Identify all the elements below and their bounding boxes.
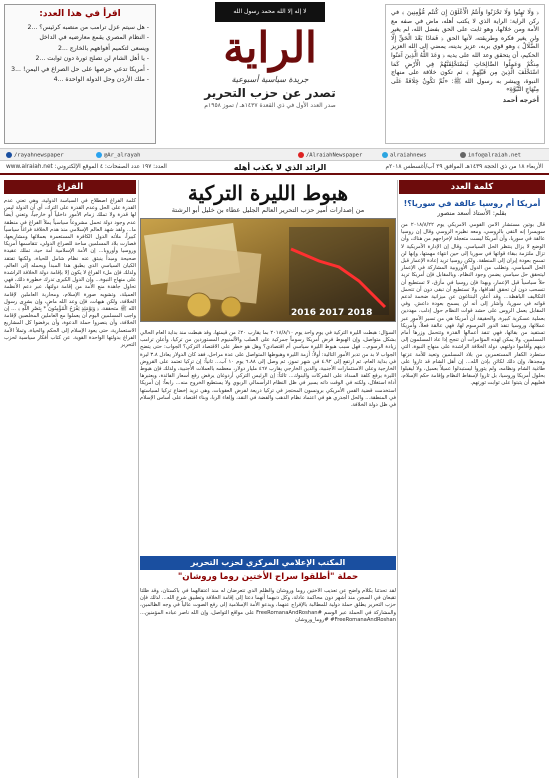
facebook-link[interactable]: /rayahnewspaper <box>6 152 64 159</box>
issue-date: الأربعاء ١٨ من ذي الحجة ١٤٣٩هـ الموافق ٢٩ آب/أغسطس ٢٠١٨م <box>385 164 543 170</box>
lira-photo <box>140 218 396 322</box>
column-divider <box>397 180 398 778</box>
email-link[interactable]: info@alraiah.net <box>460 152 521 159</box>
article-author: بقلم: الأستاذ أسعد منصور <box>437 209 507 217</box>
motto: الرائد الذي لا يكذب أهله <box>233 163 327 172</box>
index-item[interactable]: - النظام المصري يقمع معارضيه في الداخل <box>39 34 149 42</box>
social-bar <box>0 148 549 161</box>
opinion-body: كلمة الفراغ اصطلاح في السياسة الدولية، وهي تعني عدم القدرة على الحل وعدم القدرة على الترك، أي أن الدولة ليس لها قدرة ولا تملك زمام الأمور داخلياً أو خارجياً، وتعني أيضاً عدم وجود دولة تحمل مشروعاً سياسياً يملأ الفراغ في منطقة ما... ولقد شهد العالم الإسلامي منذ هدم الخلافة فراغاً سياسياً كبيراً، ملأته الدول الكافرة المستعمرة بعملائها ومشاريعها، فصارت بلاد المسلمين ساحة للصراع الدولي، تتقاسمها أمريكا وروسيا وأوروبا... إن الأمة الإسلامية أمة حية، تملك عقيدة صحيحة ومبدأ ينبثق عنه نظام شامل للحياة، ولكنها تفتقد الكيان السياسي الذي يطبق هذا المبدأ ويحمله إلى العالم، ولذلك فإن ملء الفراغ لا يكون إلا بإقامة دولة الخلافة الراشدة على منهاج النبوة... وإن الدول الكبرى تدرك خطورة ذلك، فهي تحاول جاهدة منع الأمة من إقامة دولتها، عبر دعم الأنظمة العميلة، وتشويه صورة الإسلام، ومحاربة العاملين لإقامة الخلافة، ولكن هيهات، فإن وعد الله ماضٍ، وإن بشرى رسول الله ﷺ متحققة، ﴿ وَيَوْمَئِذٍ يَفْرَحُ الْمُؤْمِنُونَ * بِنَصْرِ اللَّهِ ﴾ ... إن واجب المسلمين اليوم أن يعملوا مع العاملين المخلصين لإقامة الخلافة، وأن ينصروا حملة الدعوة، وأن يرفضوا كل المشاريع الاستعمارية، حتى يعود الإسلام إلى الحكم والحياة، وتملأ الأمة الفراغ بدولتها الواحدة القوية. عن كتاب أفكار سياسية لحزب التحرير <box>4 198 136 349</box>
issue-number: العدد: ١٩٧ عدد الصفحات: ٤ الموقع الإلكتروني: www.alraiah.net <box>6 164 167 170</box>
quote-box <box>385 4 545 144</box>
main-article-body <box>140 330 396 545</box>
logo-tagline: جريدة سياسية أسبوعية <box>231 75 309 84</box>
index-title: اقرأ في هذا العدد: <box>39 9 121 19</box>
newspaper-logo: الراية <box>223 23 317 72</box>
main-subheadline: من إصدارات أمير حزب التحرير العالم الجليل عطاء بن خليل أبو الرشتة <box>171 206 365 214</box>
index-item[interactable]: ويسعى لتكميم أفواههم بالخارج ...2 <box>58 44 149 52</box>
flag-text: لا إله إلا الله محمد رسول الله <box>233 8 307 15</box>
main-story <box>140 180 396 778</box>
facebook-icon <box>6 152 12 158</box>
founding-line: صدر العدد الأول في ذي القعدة ١٤٣٧هـ / تموز ١٩٥٨م <box>204 102 336 109</box>
index-item[interactable]: - ملك الأردن وحل الدولة الواحدة ...4 <box>53 76 149 84</box>
email-icon <box>460 152 466 158</box>
telegram-icon <box>382 152 388 158</box>
section-header: كلمة العدد <box>399 180 545 194</box>
press-release-header <box>140 556 396 584</box>
publisher-line: تصدر عن حزب التحرير <box>204 86 336 100</box>
twitter-link[interactable]: @Ar_alrayah <box>96 152 140 159</box>
info-bar <box>0 161 549 175</box>
quote-text: ﴿ وَلَا تَهِنُوا وَلَا تَحْزَنُوا وَأَنتُمُ الْأَعْلَوْنَ إِن كُنتُم مُّؤْمِنِينَ ﴾ في ركن الراية: الراية الذي لا يكتب أهله، ماض في صفه مع الأمة ومن خلالها، وهو ثابت على الحق بفضل الله، لم يغير ولن يغير فكره وطريقته، لأنها الحق ﴿ فَمَاذَا بَعْدَ الْحَقِّ إِلَّا الضَّلَالُ ﴾ وهو قوي بربه، عزيز بدينه، يمضي إلى الله العزيز الحكيم، أن يتحقق وعد الله على يديه ﴿ وَعَدَ اللَّهُ الَّذِينَ آمَنُوا مِنكُمْ وَعَمِلُوا الصَّالِحَاتِ لَيَسْتَخْلِفَنَّهُمْ فِي الْأَرْضِ كَمَا اسْتَخْلَفَ الَّذِينَ مِن قَبْلِهِمْ ﴾ ثم تكون خلافة على منهاج النبوة، ويبشر به رسول الله ﷺ: «ثُمَّ تَكُونُ خِلَافَةٌ عَلَى مِنْهَاجِ النُّبُوَّةِ» <box>391 9 539 94</box>
masthead <box>0 0 549 148</box>
main-headline[interactable]: هبوط الليرة التركية <box>187 181 349 205</box>
index-item[interactable]: - هل سيتم عزل ترامب من منصبه كرئيس؟ ...2 <box>27 24 149 31</box>
index-item[interactable]: - يا أهل الشام لن تصلح ثورة دون ثوابت ...2 <box>35 55 149 63</box>
section-header: الفراغ <box>4 180 136 194</box>
youtube-icon <box>298 152 304 158</box>
quote-author: أخرجه أحمد <box>502 95 539 104</box>
article-body: قال بوتين مستشار الأمن القومي الأمريكي يوم ٢٠١٨/٨/٢٢ من سويسرا إنه التقى بالروسي، ومعه نظيره الروسي وقال إن روسيا عالقة في سوريا، وأن أمريكا ليست متعجلة لإخراجهم من هناك، وأن الوضع لا يزال ينتظر الحل السياسي. وقال إن الإدارة الأمريكية لا تزال ملتزمة ببقاء قواتها في سوريا إلى حين انتهاء مهمتها، وإنها لن تسمح بعودة إيران إلى المنطقة. ولكن روسيا تريد إعادة الإعمار قبل الحل السياسي، وتطلب من الدول الأوروبية المشاركة في الإعمار ليتحقق حل سياسي يضمن وجود النظام. وبالمقابل فإن أمريكا تريد حلاً سياسياً قبل الإعمار، وبهذا فإن روسيا في مأزق، لا تستطيع أن تنسحب دون أن تحقق أهدافها، ولا تستطيع أن تبقى دون أن تتحمل التكاليف الباهظة... وقد أعلن البنتاغون عن ميزانية ضخمة لدعم قواته في سوريا، وأشار إلى أنه لن يسمح بعودة داعش. وفي المقابل يعمل الروس على حشد قوات النظام حول إدلب، مهددين بعملية عسكرية كبيرة. والحقيقة أن أمريكا هي من تسير الأمور عبر عملائها، وروسيا تنفذ الدور المرسوم لها، فهي عالقة فعلاً، وأمريكا تستفيد من بقائها، فهي تنفذ أعمالها القذرة وتتحمل وزرها أمام المسلمين. ولا يمكن لهذه المؤامرات أن تنجح إذا عاد المسلمون إلى دينهم وأقاموا دولتهم، دولة الخلافة الراشدة على منهاج النبوة، التي ستطرد الكفار المستعمرين من بلاد المسلمين وتعيد للأمة عزتها ومجدها، وإن ذلك لكائن بإذن الله... إن أهل الشام قد ثاروا على طاغية الشام ونظامه، ولم يثوروا ليستبدلوا عميلاً بعميل، ولا ليقبلوا بحلول أمريكا وروسيا، بل ثاروا لإسقاط النظام وإقامة حكم الإسلام، فعليهم أن يثبتوا على ثوابت ثورتهم. <box>401 222 545 387</box>
press-release-org: المكتب الإعلامي المركزي لحزب التحرير <box>140 556 396 570</box>
photo-caption: 2016 2017 2018 <box>291 308 373 318</box>
editorial-column <box>399 180 545 778</box>
column-divider <box>138 180 139 778</box>
flag-banner <box>215 2 325 22</box>
twitter-icon <box>96 152 102 158</box>
index-item[interactable]: - أمريكا تدعي حرصها على حل الصراع في اليمن! ...3 <box>11 65 149 73</box>
telegram-link[interactable]: alraiahnews <box>382 152 426 159</box>
press-release-text: لقد تحدثنا بكلام واضح عن تعذيب الأختين روما وروشان والظلم الذي تتعرضان له منذ اعتقالهما في باكستان، وقد ظلتا تقبعان في السجن منذ أشهر دون محاكمة عادلة، وكل ذنبهما أنهما دعتا إلى إقامة الخلافة وتطبيق شرع الله... لذلك فإن حزب التحرير يطلق حملة دولية للمطالبة بالإفراج عنهما، ويدعو الأمة الإسلامية إلى رفع الصوت عالياً في وجه الظالمين، والمشاركة في الحملة عبر الوسم #FreeRomanaAndRoshan على مواقع التواصل، وإن الله ناصر عباده المؤمنين... FreeRomanaAndRoshan# #روما_وروشان <box>140 588 396 623</box>
opinion-column <box>4 180 136 778</box>
article-title[interactable]: أمريكا أم روسيا عالقة في سوريا؟! <box>403 199 541 208</box>
lira-chart-image <box>140 219 395 322</box>
main-article-text: السؤال: هبطت الليرة التركية في يوم واحد يوم ٢٠١٨/٨/١٠ بما يقارب ٢٠٪ من قيمتها، وقد هبطت منذ بداية العام الحالي بشكل متواصل، وإن الهبوط فرض أمريكا رسوماً جمركية على الصلب والألمنيوم المستوردين من تركيا، وأعلن ترامب زيادة الرسوم... فهل سبب هبوط الليرة سياسي أم اقتصادي؟ وهل هو خطر على الاقتصاد التركي؟ الجواب: حتى يتضح الجواب لا بد من تدبر الأمور التالية: أولاً: أزمة الليرة وهبوطها المتواصل على عدة مراحل، فقد كان الدولار يعادل ٣.٨ ليرة في بداية العام، ثم ارتفع إلى ٤.٩٢ في شهر تموز، ثم وصل إلى ٦.٨٨ يوم ١٠ آب... ثانياً: إن تركيا تعتمد على القروض الخارجية وعلى الاستثمارات الأجنبية، والدين الخارجي يقارب ٤٦٧ مليار دولار، معظمه بالعملات الأجنبية، ولذلك فإن هبوط الليرة يرفع كلفة السداد على الشركات والبنوك... ثالثاً: إن الرئيس التركي أردوغان يرفض رفع أسعار الفائدة، ويعتبرها أداة استغلال، ولكنه في الوقت ذاته يسير في ظل النظام الرأسمالي الربوي ولا يستطيع الخروج منه... رابعاً: إن أمريكا استخدمت قضية القس الأمريكي برونسون المحتجز في تركيا ذريعة لفرض العقوبات، وهي تريد إخضاع تركيا لسياستها في المنطقة... والحل الجذري هو في اعتماد نظام الذهب والفضة في النقد، وإلغاء الربا، وبناء اقتصاد على أساس الإسلام في ظل دولة الخلافة. <box>140 330 396 409</box>
issue-index <box>4 4 156 144</box>
youtube-link[interactable]: /AlraiahNewspaper <box>298 152 362 159</box>
press-release-body <box>140 588 396 768</box>
press-release-title[interactable]: حملة "أطلقوا سراح الأختين روما وروشان" <box>177 572 359 582</box>
logo-area <box>170 2 370 144</box>
